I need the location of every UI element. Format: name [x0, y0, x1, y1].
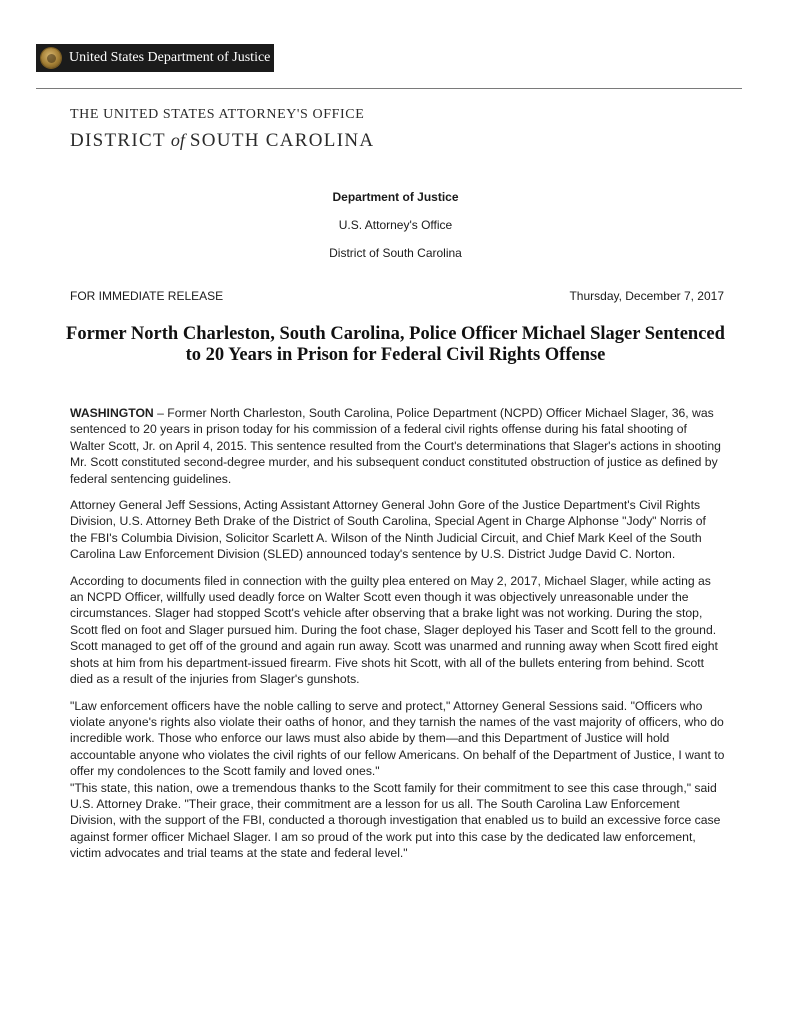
header-divider [36, 88, 742, 89]
paragraph-3: According to documents filed in connection with the guilty plea entered on May 2, 2017, Michael Slager, while acting as an NCPD Officer, willfully used deadly force on Walter Scott even though it was objectively unreasonable under the circumstances. Slager had stopped Scott's vehicle after observing that a brake light was not working. During the stop, Scott fled on foot and Slager pursued him. During the foot chase, Slager deployed his Taser and Scott fell to the ground. Scott managed to get off of the ground and again run away. Scott was unarmed and running away when Scott fired eight shots at him from his department-issued firearm. Five shots hit Scott, with all of the bullets entering from behind. Scott died as a result of the injuries from Slager's gunshots. [70, 573, 718, 687]
district-of: of [170, 130, 185, 150]
district-word: DISTRICT [70, 130, 166, 151]
dateline: WASHINGTON [70, 406, 154, 420]
paragraph-5: "This state, this nation, owe a tremendous thanks to the Scott family for their commitment to see this case through," said U.S. Attorney Drake. "Their grace, their commitment are a lesson for us all. The South Carolina Law Enforcement Division, with the support of the FBI, conducted a thorough investigation that enabled us to build an excessive force case against former officer Michael Slager. I am so proud of the work put into this case by the dedicated law enforcement, victim advocates and trial teams at the state and federal level." [70, 780, 721, 861]
paragraph-1 [70, 405, 725, 487]
agency-name: Department of Justice [332, 190, 459, 204]
release-label: FOR IMMEDIATE RELEASE [70, 289, 224, 303]
paragraph-4: "Law enforcement officers have the noble calling to serve and protect," Attorney General Sessions said. "Officers who violate anyone's rights also violate their oaths of honor, and they tarnish the names of the vast majority of officers, who do incredible work. Those who enforce our laws must also abide by them—and this Department of Justice will hold accountable anyone who violates the civil rights of our fellow Americans. On behalf of the Department of Justice, I want to offer my condolences to the Scott family and loved ones." [70, 698, 725, 779]
doj-banner-text: United States Department of Justice [69, 50, 271, 65]
paragraph-2: Attorney General Jeff Sessions, Acting Assistant Attorney General John Gore of the Justice Department's Civil Rights Division, U.S. Attorney Beth Drake of the District of South Carolina, Special Agent in Charge Alphonse "Jody" Norris of the FBI's Columbia Division, Solicitor Scarlett A. Wilson of the Ninth Judicial Circuit, and Chief Mark Keel of the South Carolina Law Enforcement Division (SLED) announced today's sentence by U.S. District Judge David C. Norton. [70, 498, 706, 562]
press-release-body [70, 405, 725, 872]
agency-office: U.S. Attorney's Office [338, 218, 453, 232]
release-date: Thursday, December 7, 2017 [569, 289, 724, 303]
district-title [70, 130, 374, 152]
headline: Former North Charleston, South Carolina, Police Officer Michael Slager Sentenced to 20 Years in Prison for Federal Civil Rights Offense [66, 324, 725, 365]
agency-district: District of South Carolina [329, 246, 462, 260]
office-title: THE UNITED STATES ATTORNEY'S OFFICE [70, 107, 365, 122]
doj-seal-icon [41, 48, 61, 68]
doj-banner [36, 44, 274, 72]
paragraph-1-text: – Former North Charleston, South Carolina, Police Department (NCPD) Officer Michael Slager, 36, was sentenced to 20 years in prison today for his commission of a federal civil rights offense during his fatal shooting of Walter Scott, Jr. on April 4, 2015. This sentence resulted from the Court's determinations that Slager's actions in shooting Mr. Scott constituted second-degree murder, and his subsequent conduct constituted obstruction of justice as defined by federal sentencing guidelines. [70, 406, 721, 486]
district-state: SOUTH CAROLINA [189, 130, 375, 151]
